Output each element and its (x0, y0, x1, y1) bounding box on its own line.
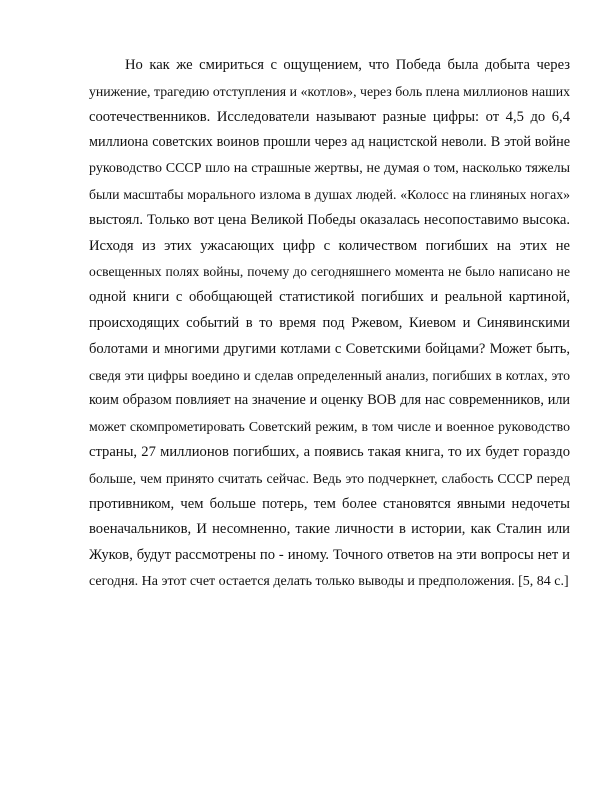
paragraph-line: сегодня. На этот счет остается делать только выводы и предположения. [5, 84 с.] (89, 573, 569, 589)
paragraph-line: миллиона советских воинов прошли через ад нацистской неволи. В этой войне (89, 134, 570, 151)
paragraph-line: освещенных полях войны, почему до сегодняшнего момента не было написано не (89, 264, 570, 280)
paragraph-line: Но как же смириться с ощущением, что Победа была добыта через (125, 57, 570, 73)
paragraph-line: были масштабы морального излома в душах людей. «Колосс на глиняных ногах» (89, 186, 570, 202)
paragraph-line: больше, чем принято считать сейчас. Ведь это подчеркнет, слабость СССР перед (89, 470, 570, 486)
paragraph-line: страны, 27 миллионов погибших, а появись такая книга, то их будет гораздо (89, 443, 570, 460)
body-paragraph (89, 53, 570, 595)
paragraph-line: происходящих событий в то время под Ржевом, Киевом и Синявинскими (89, 314, 570, 331)
paragraph-line: выстоял. Только вот цена Великой Победы оказалась несопоставимо высока. (89, 211, 570, 228)
paragraph-line: коим образом повлияет на значение и оценку ВОВ для нас современников, или (89, 392, 570, 409)
paragraph-line: противником, чем больше потерь, тем более становятся явными недочеты (89, 495, 570, 512)
paragraph-line: Исходя из этих ужасающих цифр с количеством погибших на этих не (89, 237, 570, 254)
paragraph-line: одной книги с обобщающей статистикой погибших и реальной картиной, (89, 289, 570, 306)
paragraph-line: руководство СССР шло на страшные жертвы, не думая о том, насколько тяжелы (89, 161, 570, 177)
paragraph-line: может скомпрометировать Советский режим, в том числе и военное руководство (89, 419, 570, 435)
paragraph-line: Жуков, будут рассмотрены по - иному. Точного ответов на эти вопросы нет и (89, 547, 570, 564)
paragraph-line: сведя эти цифры воедино и сделав определенный анализ, погибших в котлах, это (89, 367, 570, 383)
paragraph-line: болотами и многими другими котлами с Советскими бойцами? Может быть, (89, 340, 570, 357)
paragraph-line: унижение, трагедию отступления и «котлов», через боль плена миллионов наших (89, 83, 570, 99)
paragraph-line: военачальников, И несомненно, такие личности в истории, как Сталин или (89, 521, 570, 538)
paragraph-line: соотечественников. Исследователи называют разные цифры: от 4,5 до 6,4 (89, 108, 570, 125)
